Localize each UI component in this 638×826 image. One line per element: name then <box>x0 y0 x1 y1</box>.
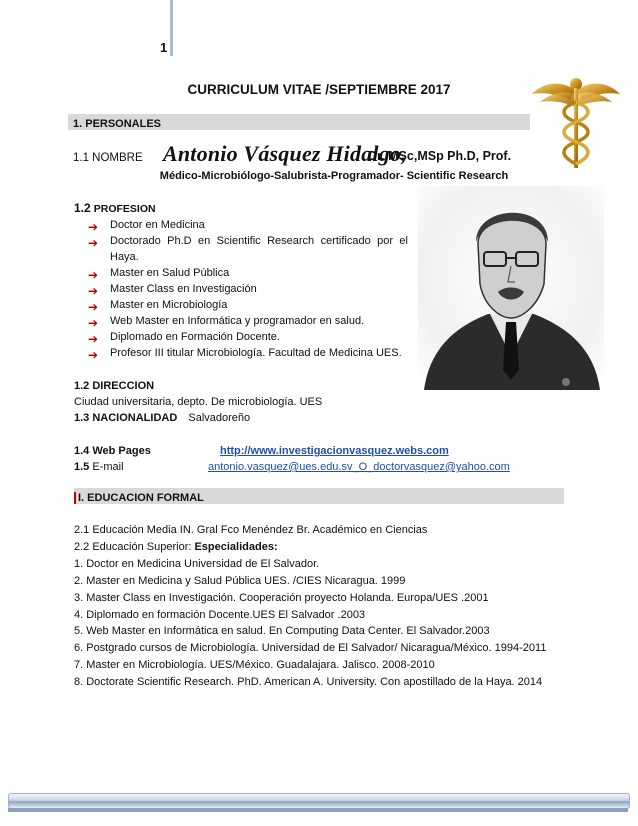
list-item: 5. Web Master en Informática en salud. En Computing Data Center. El Salvador.2003 <box>74 625 490 638</box>
list-item-text: Web Master en Informática y programador en salud. <box>110 315 365 327</box>
education-superior-label: Especialidades: <box>194 540 278 553</box>
direccion-value: Ciudad universitaria, depto. De microbiología. UES <box>74 396 323 408</box>
nacionalidad-row <box>74 412 250 424</box>
nacionalidad-label: 1.3 NACIONALIDAD <box>74 412 178 424</box>
education-superior-prefix: 2.2 Educación Superior: <box>74 540 195 553</box>
nombre-label <box>73 152 143 164</box>
arrow-right-icon: ➔ <box>88 300 99 314</box>
list-item <box>88 313 408 329</box>
profesion-list <box>88 217 408 361</box>
email-label-num: 1.5 <box>74 461 90 473</box>
email-link[interactable]: antonio.vasquez@ues.edu.sv_O_doctorvasquez@yahoo.com <box>208 461 510 473</box>
education-media: 2.1 Educación Media IN. Gral Fco Menéndez Br. Académico en Ciencias <box>74 524 428 536</box>
direccion-label: 1.2 DIRECCION <box>74 380 155 392</box>
professional-subtitle: Médico-Microbiólogo-Salubrista-Programador- Scientific Research <box>159 170 509 182</box>
list-item: 8. Doctorate Scientific Research. PhD. American A. University. Con apostillado de la Haya. 2014 <box>74 676 543 689</box>
list-item <box>88 329 408 345</box>
list-item-text: Profesor III titular Microbiología. Facultad de Medicina UES. <box>110 347 402 359</box>
profesion-label-text: PROFESION <box>93 203 156 215</box>
degrees: Dr.,MSc,MSp Ph.D, Prof. <box>368 149 512 163</box>
list-item-text: Master en Microbiología <box>110 299 228 311</box>
arrow-right-icon: ➔ <box>88 268 99 282</box>
page-number: 1 <box>160 40 168 55</box>
arrow-right-icon: ➔ <box>88 332 99 346</box>
education-list <box>74 522 546 691</box>
list-item <box>88 297 408 313</box>
footer-line <box>8 808 628 812</box>
profesion-label-num: 1.2 <box>74 201 91 215</box>
section-personales-header: 1. PERSONALES <box>73 118 162 130</box>
list-item: 1. Doctor en Medicina Universidad de El Salvador. <box>74 557 320 570</box>
arrow-right-icon: ➔ <box>88 316 99 330</box>
arrow-right-icon: ➔ <box>88 220 99 234</box>
list-item: 6. Postgrado cursos de Microbiología. Universidad de El Salvador/ Nicaragua/México. 1994-2011 <box>74 642 547 655</box>
list-item-text: Diplomado en Formación Docente. <box>110 331 280 343</box>
list-item: 7. Master en Microbiología. UES/México. Guadalajara. Jalisco. 2008-2010 <box>74 659 435 672</box>
portrait-photo <box>418 186 604 390</box>
person-name: Antonio Vásquez Hidalgo, <box>163 141 407 166</box>
list-item: 3. Master Class en Investigación. Cooperación proyecto Holanda. Europa/UES .2001 <box>74 591 489 604</box>
list-item-text: Master en Salud Pública <box>110 267 230 279</box>
arrow-right-icon: ➔ <box>88 236 99 250</box>
web-label: 1.4 Web Pages <box>74 445 151 457</box>
list-item: 4. Diplomado en formación Docente.UES El Salvador .2003 <box>74 608 366 621</box>
arrow-right-icon: ➔ <box>88 284 99 298</box>
list-item <box>88 345 408 361</box>
list-item: 2. Master en Medicina y Salud Pública UES. /CIES Nicaragua. 1999 <box>74 574 406 587</box>
section-educacion-bar <box>74 488 564 504</box>
arrow-right-icon: ➔ <box>88 348 99 362</box>
footer-bar <box>8 793 630 809</box>
education-superior <box>74 539 546 556</box>
nacionalidad-value: Salvadoreño <box>188 412 251 424</box>
section-personales-bar <box>68 114 530 130</box>
email-label-text: E-mail <box>89 461 124 473</box>
list-item <box>88 217 408 233</box>
email-label <box>74 461 124 473</box>
nombre-label-text: 1.1 NOMBRE <box>73 152 143 164</box>
list-item <box>88 281 408 297</box>
document-title: CURRICULUM VITAE /SEPTIEMBRE 2017 <box>187 82 451 97</box>
section-educacion-header: I. EDUCACION FORMAL <box>74 492 204 504</box>
list-item <box>88 265 408 281</box>
list-item <box>88 233 408 265</box>
list-item-text: Doctorado Ph.D en Scientific Research certificado por el Haya. <box>110 235 408 263</box>
web-link[interactable]: http://www.investigacionvasquez.webs.com <box>220 445 449 457</box>
list-item-text: Doctor en Medicina <box>110 219 205 231</box>
profesion-label <box>74 201 156 215</box>
header-vertical-line <box>170 0 173 56</box>
list-item-text: Master Class en Investigación <box>110 283 257 295</box>
